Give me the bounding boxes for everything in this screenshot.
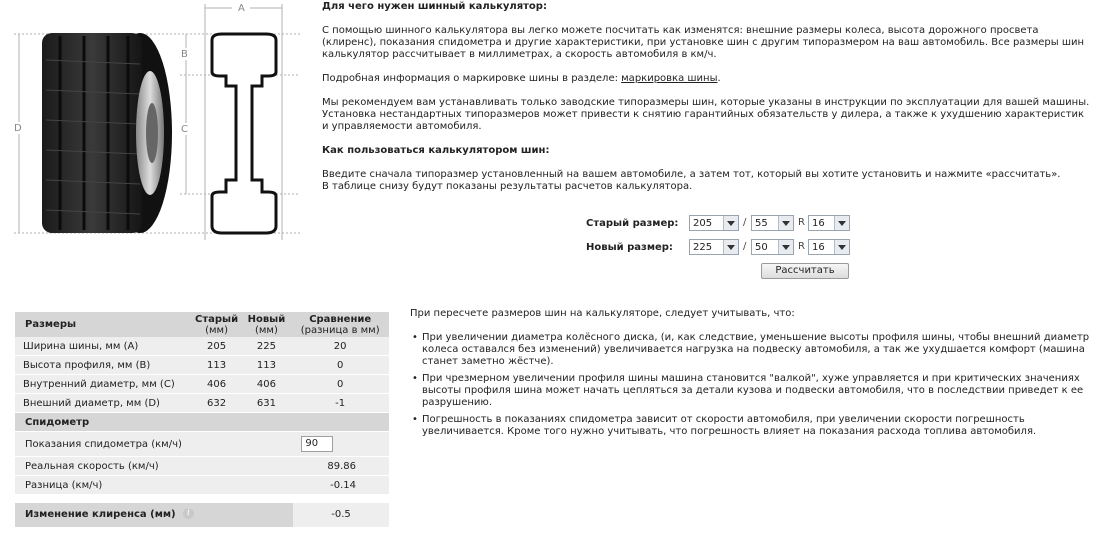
header-compare bbox=[291, 312, 389, 337]
new-width-select[interactable] bbox=[689, 239, 739, 255]
row-new: 225 bbox=[242, 337, 292, 356]
table-row bbox=[15, 337, 389, 356]
speedo-reading-label: Показания спидометра (км/ч) bbox=[15, 432, 291, 457]
real-speed-value: 89.86 bbox=[291, 457, 389, 476]
header-old-unit: (мм) bbox=[205, 324, 228, 336]
notes-list bbox=[410, 332, 1100, 438]
speed-diff-value: -0.14 bbox=[291, 476, 389, 495]
calculate-button[interactable]: Рассчитать bbox=[761, 263, 849, 279]
list-item: • Погрешность в показаниях спидометра зависит от скорости автомобиля, при увеличении скорости погрешность увеличивается. Кроме того нужно учитывать, что погрешность влияет на показания расхода топлива автомобиля. bbox=[422, 414, 1100, 438]
label-c: C bbox=[181, 124, 188, 135]
list-item: • При чрезмерном увеличении профиля шины машина становится "валкой", хуже управляется и при критических значениях высоты профиля шина может начать цепляться за детали кузова и подвески автомобиля, что в последствии приведет к ее разрушению. bbox=[422, 373, 1100, 409]
new-profile-select[interactable] bbox=[751, 239, 794, 255]
info-icon[interactable]: i bbox=[183, 508, 194, 519]
table-row bbox=[15, 476, 389, 495]
intro-p2-prefix: Подробная информация о маркировке шины в разделе: bbox=[322, 73, 622, 84]
new-diameter-value: 16 bbox=[812, 242, 825, 253]
header-new-text: Новый bbox=[247, 313, 286, 325]
row-name: Внутренний диаметр, мм (C) bbox=[15, 375, 192, 394]
intro-paragraph-2 bbox=[322, 73, 1092, 85]
header-sizes: Размеры bbox=[15, 312, 192, 337]
old-diameter-value: 16 bbox=[812, 218, 825, 229]
new-diameter-select[interactable] bbox=[808, 239, 850, 255]
old-size-label: Старый размер: bbox=[586, 218, 679, 229]
tire-diagram bbox=[0, 0, 310, 265]
chevron-down-icon bbox=[834, 240, 849, 254]
chevron-down-icon bbox=[723, 240, 738, 254]
chevron-down-icon bbox=[778, 216, 793, 230]
intro-title: Для чего нужен шинный калькулятор: bbox=[322, 1, 547, 12]
intro-paragraph-1: С помощью шинного калькулятора вы легко можете посчитать как изменятся: внешние размеры колеса, высота дорожного просвета (клиренс), показания спидометра и другие характеристики, при установке шин с другим типоразмером на ваш автомобиль. Все размеры шин калькулятор рассчитывает в миллиметрах, а скорость автомобиля в км/ч. bbox=[322, 25, 1085, 60]
chevron-down-icon bbox=[834, 216, 849, 230]
table-row bbox=[15, 394, 389, 413]
row-name: Ширина шины, мм (A) bbox=[15, 337, 192, 356]
old-size-row bbox=[586, 215, 856, 233]
row-new: 406 bbox=[242, 375, 292, 394]
old-width-value: 205 bbox=[693, 218, 713, 229]
new-slash: / bbox=[743, 241, 747, 252]
table-row bbox=[15, 457, 389, 476]
real-speed-label: Реальная скорость (км/ч) bbox=[15, 457, 291, 476]
row-diff: 0 bbox=[291, 356, 389, 375]
table-header bbox=[15, 312, 389, 337]
speedometer-input[interactable]: 90 bbox=[301, 436, 333, 452]
chevron-down-icon bbox=[778, 240, 793, 254]
row-old: 406 bbox=[192, 375, 242, 394]
row-old: 113 bbox=[192, 356, 242, 375]
how-to-title: Как пользоваться калькулятором шин: bbox=[322, 145, 550, 156]
new-r: R bbox=[798, 241, 805, 252]
speedometer-section-header bbox=[15, 413, 389, 432]
intro-p5-text: В таблице снизу будут показаны результаты расчетов калькулятора. bbox=[322, 181, 693, 192]
new-size-row bbox=[586, 239, 856, 257]
notes-section bbox=[410, 308, 1100, 443]
old-width-select[interactable] bbox=[689, 215, 739, 231]
intro-section bbox=[322, 0, 1092, 193]
header-old bbox=[192, 312, 242, 337]
row-name: Высота профиля, мм (B) bbox=[15, 356, 192, 375]
header-new bbox=[242, 312, 292, 337]
intro-paragraph-3: Мы рекомендуем вам устанавливать только заводские типоразмеры шин, которые указаны в инструкции по эксплуатации для вашей машины. Установка нестандартных типоразмеров может привести к снятию гарантийных обязательств у дилера, а также к ухудшению характеристик и управляемости автомобиля. bbox=[322, 97, 1090, 132]
tire-marking-link[interactable]: маркировка шины bbox=[621, 73, 718, 84]
new-profile-value: 50 bbox=[755, 242, 768, 253]
old-r: R bbox=[798, 217, 805, 228]
old-profile-select[interactable] bbox=[751, 215, 794, 231]
table-row bbox=[15, 356, 389, 375]
old-profile-value: 55 bbox=[755, 218, 768, 229]
clearance-row bbox=[15, 503, 389, 527]
header-new-unit: (мм) bbox=[254, 324, 278, 336]
tire-cross-section bbox=[212, 34, 276, 233]
speed-diff-label: Разница (км/ч) bbox=[15, 476, 291, 495]
header-old-text: Старый bbox=[195, 313, 239, 325]
header-compare-text: Сравнение bbox=[309, 313, 372, 325]
intro-paragraph-4 bbox=[322, 169, 1092, 193]
speedo-reading-cell bbox=[291, 432, 389, 457]
row-new: 113 bbox=[242, 356, 292, 375]
intro-p4-text: Введите сначала типоразмер установленный на вашем автомобиле, а затем тот, который вы хотите установить и нажмите «рассчитать». bbox=[322, 169, 1061, 180]
row-new: 631 bbox=[242, 394, 292, 413]
results-table bbox=[15, 312, 389, 495]
label-a: A bbox=[238, 3, 245, 14]
new-size-label: Новый размер: bbox=[586, 242, 673, 253]
row-diff: -1 bbox=[291, 394, 389, 413]
row-diff: 0 bbox=[291, 375, 389, 394]
speedometer-title: Спидометр bbox=[15, 413, 389, 432]
row-old: 205 bbox=[192, 337, 242, 356]
notes-intro: При пересчете размеров шин на калькуляторе, следует учитывать, что: bbox=[410, 308, 795, 319]
label-d: D bbox=[14, 123, 22, 134]
clearance-label: Изменение клиренса (мм) bbox=[25, 509, 176, 520]
tire-image bbox=[42, 33, 172, 233]
table-row bbox=[15, 375, 389, 394]
list-item: • При увеличении диаметра колёсного диска, (и, как следствие, уменьшение высоты профиля шины, чтобы внешний диаметр колеса оставался без изменений) увеличивается нагрузка на подвеску автомобиля, а так же ухудшается комфорт (машина станет заметно жёстче). bbox=[422, 332, 1100, 368]
new-width-value: 225 bbox=[693, 242, 713, 253]
label-b: B bbox=[181, 49, 188, 60]
row-old: 632 bbox=[192, 394, 242, 413]
old-slash: / bbox=[743, 217, 747, 228]
chevron-down-icon bbox=[723, 216, 738, 230]
row-diff: 20 bbox=[291, 337, 389, 356]
table-row bbox=[15, 432, 389, 457]
header-compare-unit: (разница в мм) bbox=[300, 324, 380, 336]
row-name: Внешний диаметр, мм (D) bbox=[15, 394, 192, 413]
old-diameter-select[interactable] bbox=[808, 215, 850, 231]
intro-p2-suffix: . bbox=[717, 73, 721, 84]
clearance-value: -0.5 bbox=[293, 503, 389, 527]
